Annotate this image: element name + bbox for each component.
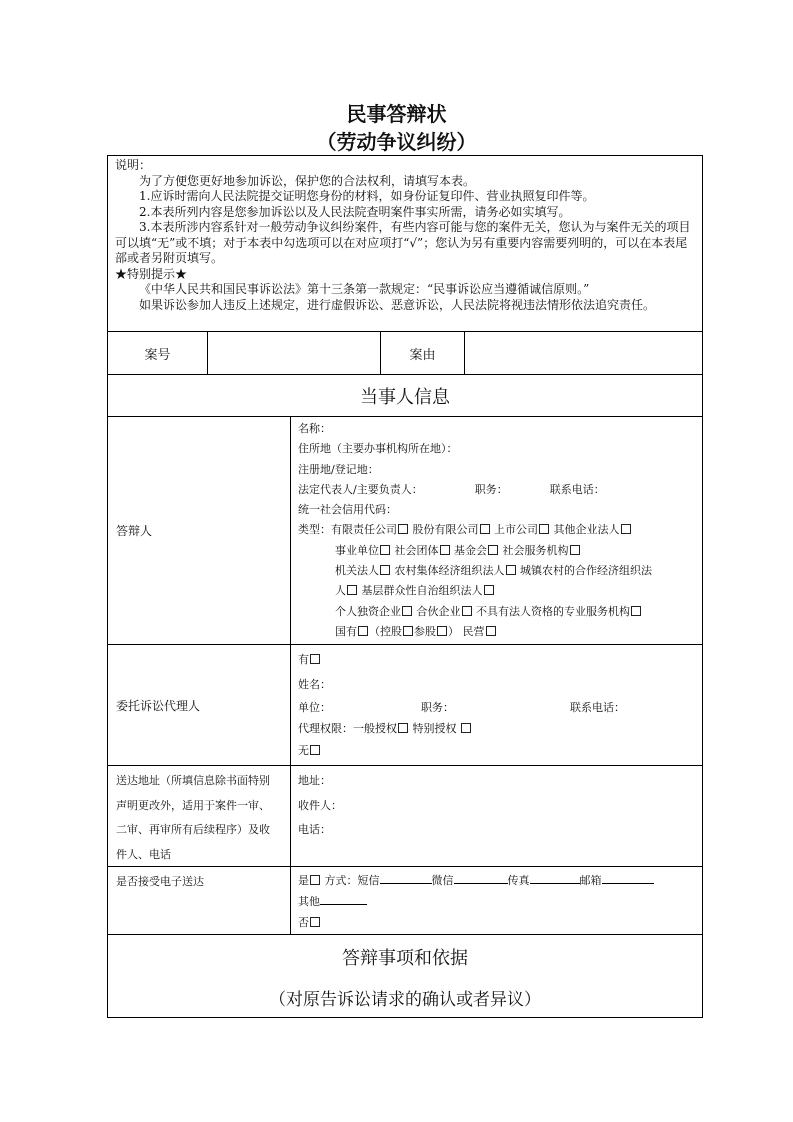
agent-details: [290, 645, 702, 765]
service-address-label: 地址：: [298, 774, 331, 787]
special-notice-heading: ★特别提示★: [115, 266, 188, 281]
respondent-rep-label: 法定代表人/主要负责人：: [298, 482, 423, 496]
type-fund-label: 基金会: [454, 543, 487, 557]
service-label-line-2: 声明更改外，适用于案件一审、: [116, 798, 270, 812]
type-other-ent-label: 其他企业法人: [553, 523, 620, 537]
cause-field[interactable]: [464, 332, 702, 374]
type-llc-label: 有限责任公司: [331, 523, 397, 537]
notice-item-2: 2.本表所列内容是您参加诉讼以及人民法院查明案件事实所需，请务必如实填写。: [139, 204, 571, 219]
agent-special-label: 特别授权: [412, 722, 457, 735]
notice-intro: 为了方便您更好地参加诉讼，保护您的合法权利，请填写本表。: [139, 173, 476, 188]
type-share-checkbox[interactable]: [437, 626, 447, 636]
document-title: 民事答辩状: [346, 102, 447, 126]
service-recipient-label: 收件人：: [298, 798, 342, 812]
agent-unit-label: 单位：: [298, 701, 331, 714]
respondent-type-label: 类型：: [298, 523, 331, 537]
case-no-label: 案号: [144, 347, 171, 363]
electronic-no-checkbox[interactable]: [310, 917, 320, 927]
notice-box: [107, 155, 703, 332]
electronic-sms-field[interactable]: [380, 873, 432, 884]
type-grassroots-checkbox[interactable]: [484, 585, 494, 595]
agent-yes-label: 有: [298, 653, 309, 666]
section-defense-subtitle: （对原告诉讼请求的确认或者异议）: [269, 990, 541, 1010]
respondent-reg-label: 注册地/登记地：: [298, 462, 379, 476]
type-private-checkbox[interactable]: [486, 626, 496, 636]
type-holding-checkbox[interactable]: [403, 626, 413, 636]
electronic-wechat-field[interactable]: [454, 873, 508, 884]
electronic-row: [107, 867, 703, 935]
agent-no-checkbox[interactable]: [310, 745, 320, 755]
electronic-sms-label: 短信: [357, 874, 380, 887]
type-organ-checkbox[interactable]: [380, 565, 390, 575]
type-jsc-label: 股份有限公司: [412, 523, 479, 537]
agent-position-label: 职务：: [421, 701, 454, 714]
respondent-address-label: 住所地（主要办事机构所在地）：: [298, 442, 458, 456]
type-rural-coll-checkbox[interactable]: [506, 565, 516, 575]
respondent-credit-label: 统一社会信用代码：: [298, 503, 397, 517]
service-phone-label: 电话：: [298, 823, 331, 836]
electronic-email-field[interactable]: [602, 873, 654, 884]
service-details: [290, 766, 702, 866]
electronic-details: [290, 867, 702, 934]
type-social-service-checkbox[interactable]: [570, 545, 580, 555]
case-no-field[interactable]: [207, 332, 380, 374]
electronic-wechat-label: 微信: [431, 874, 454, 887]
type-listed-checkbox[interactable]: [539, 524, 549, 534]
case-row: [107, 332, 703, 375]
agent-no-label: 无: [298, 744, 309, 757]
type-state-label: 国有: [335, 624, 357, 638]
section-defense: [107, 935, 703, 1018]
notice-heading: 说明：: [115, 158, 152, 172]
section-party-title: 当事人信息: [360, 386, 450, 408]
type-nonlegal-checkbox[interactable]: [631, 606, 641, 616]
electronic-other-label: 其他: [298, 895, 320, 908]
service-label-line-4: 件人、电话: [116, 847, 171, 861]
agent-general-checkbox[interactable]: [398, 723, 408, 733]
electronic-fax-label: 传真: [507, 874, 530, 887]
respondent-label: 答辩人: [116, 524, 153, 538]
type-coop-label-b: 人: [335, 584, 346, 598]
agent-general-label: 一般授权: [353, 722, 397, 735]
type-inst-checkbox[interactable]: [380, 545, 390, 555]
type-social-label: 社会团体: [394, 543, 439, 557]
type-partner-checkbox[interactable]: [462, 606, 472, 616]
section-defense-title: 答辩事项和依据: [342, 948, 468, 969]
type-social-checkbox[interactable]: [440, 545, 450, 555]
type-state-checkbox[interactable]: [358, 626, 368, 636]
agent-name-label: 姓名：: [298, 677, 331, 691]
type-social-service-label: 社会服务机构: [502, 543, 569, 557]
cause-label: 案由: [380, 332, 464, 374]
respondent-position-label: 职务：: [474, 482, 508, 496]
service-label-line-1: 送达地址（所填信息除书面特别: [116, 774, 270, 787]
service-row: [107, 766, 703, 867]
electronic-yes-checkbox[interactable]: [310, 875, 320, 885]
notice-item-1: 1.应诉时需向人民法院提交证明您身份的材料，如身份证复印件、营业执照复印件等。: [139, 189, 595, 203]
type-holding-label: 控股: [380, 624, 402, 638]
type-llc-checkbox[interactable]: [398, 524, 408, 534]
type-coop-label-a: 城镇农村的合作经济组织法: [520, 564, 652, 578]
service-label-line-3: 二审、再审所有后续程序）及收: [116, 823, 270, 836]
type-private-label: 民营: [462, 624, 485, 638]
electronic-email-label: 邮箱: [579, 874, 602, 887]
electronic-label: [108, 867, 290, 934]
electronic-other-field[interactable]: [320, 894, 367, 905]
electronic-fax-field[interactable]: [530, 873, 580, 884]
warning-text: 如果诉讼参加人违反上述规定，进行虚假诉讼、恶意诉讼，人民法院将视违法情形依法追究责任。: [139, 297, 656, 312]
type-grassroots-label: 基层群众性自治组织法人: [361, 584, 483, 598]
agent-yes-checkbox[interactable]: [310, 654, 320, 664]
electronic-yes-label: 是: [298, 874, 309, 887]
type-fund-checkbox[interactable]: [488, 545, 498, 555]
agent-label: 委托诉讼代理人: [116, 698, 201, 713]
respondent-details: 名称： 住所地（主要办事机构所在地）： 注册地/登记地： 法定代表人/主要负责人： 职务： 联系电话： 统一社会信用代码： 类型：有限责任公司 股份有限公司 上市公司 其他企业法人 事业单位 社会团体 基金会 社会服务机构 机关法人 农村集体经济组织法人 城镇农村的合作经济组织法 人 基层群众性自治组织法人 个人独资企业 合伙企业 不具有法人资格的专业服务机构 国有 （控股 参股 ） 民营: [290, 417, 702, 644]
electronic-method-label: 方式：: [324, 874, 358, 887]
type-share-label: 参股: [414, 624, 436, 638]
section-party-info: [107, 375, 703, 417]
type-jsc-checkbox[interactable]: [480, 524, 490, 534]
type-rural-coll-label: 农村集体经济组织法人: [394, 564, 505, 578]
document-subtitle: （劳动争议纠纷）: [316, 130, 477, 154]
respondent-phone-label: 联系电话：: [549, 482, 605, 496]
respondent-name-label: 名称：: [298, 422, 331, 435]
type-listed-label: 上市公司: [494, 523, 538, 537]
type-nonlegal-label: 不具有法人资格的专业服务机构: [476, 604, 630, 618]
respondent-row: [107, 417, 703, 645]
electronic-label-text: 是否接受电子送达: [116, 875, 204, 888]
agent-auth-label: 代理权限：: [298, 722, 353, 735]
service-label: [108, 766, 290, 866]
agent-special-checkbox[interactable]: [461, 723, 471, 733]
electronic-no-label: 否: [298, 916, 309, 929]
agent-row: [107, 645, 703, 766]
type-sole-checkbox[interactable]: [402, 606, 412, 616]
notice-item-3: 3.本表所涉内容系针对一般劳动争议纠纷案件，有些内容可能与您的案件无关，您认为与案件无关的项目可以填“无”或不填；对于本表中勾选项可以在对应项打“√”；您认为另有重要内容需要列明的，可以在本表尾部或者另附页填写。: [115, 220, 691, 265]
type-organ-label: 机关法人: [335, 564, 379, 578]
type-other-ent-checkbox[interactable]: [621, 524, 631, 534]
agent-phone-label: 联系电话：: [570, 701, 625, 714]
law-quote: 《中华人民共和国民事诉讼法》第十三条第一款规定：“民事诉讼应当遵循诚信原则。”: [139, 282, 590, 296]
type-inst-label: 事业单位: [335, 543, 379, 557]
type-partner-label: 合伙企业: [416, 604, 461, 618]
type-coop-checkbox[interactable]: [347, 585, 357, 595]
type-sole-label: 个人独资企业: [335, 604, 401, 618]
